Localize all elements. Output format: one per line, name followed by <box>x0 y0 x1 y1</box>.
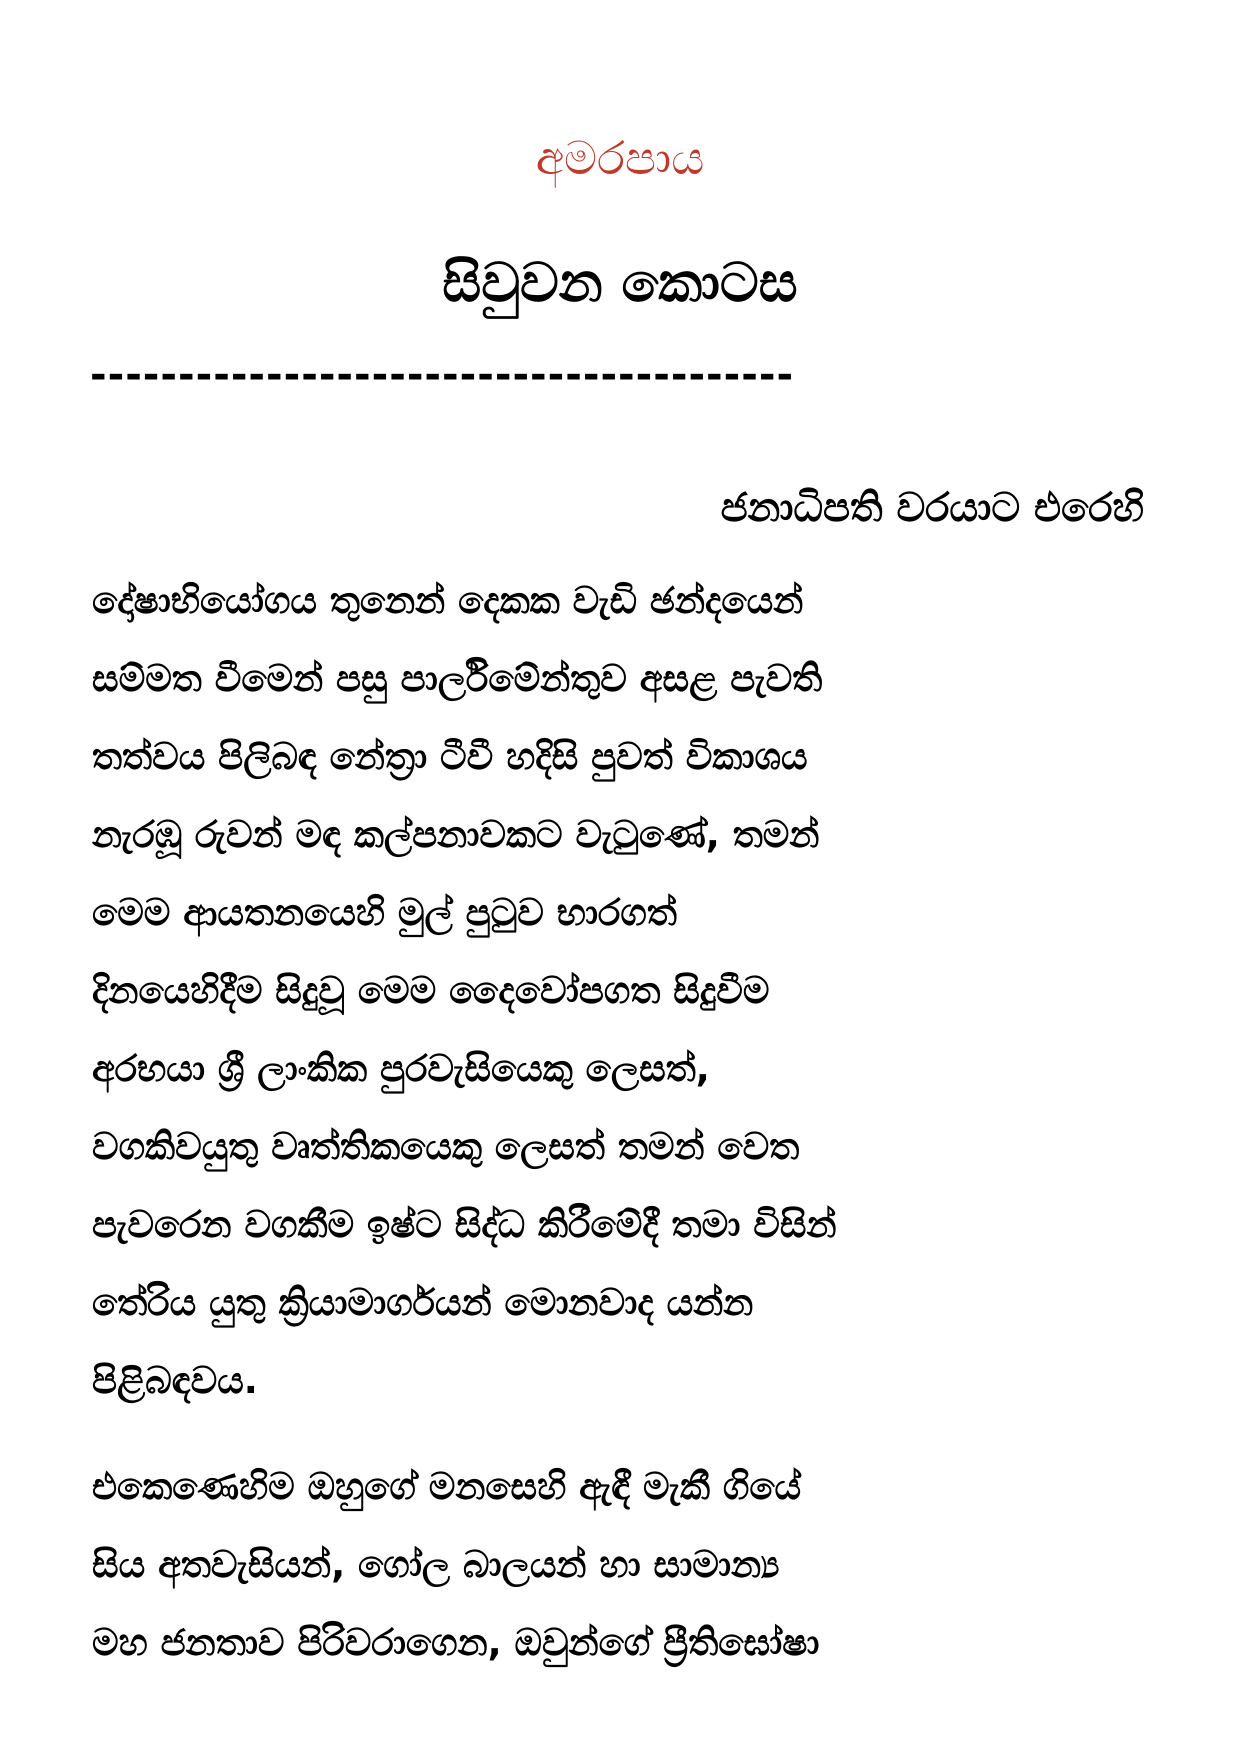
divider-line: ---------------------------------------- <box>90 352 795 398</box>
paragraph-line: පැවරෙන වගකීම ඉෂ්ට සිද්ධ කිරීමේදී තමා විසින් <box>92 1203 837 1246</box>
paragraph-line: තේරිය යුතු ක්‍රියාමාර්ගයන් මොනවාද යන්න <box>92 1281 754 1324</box>
paragraph-1 <box>92 562 1152 1420</box>
paragraph-line: වගකිවයුතු වෘත්තිකයෙකු ලෙසත් තමන් වෙත <box>92 1125 800 1168</box>
paragraph-line: අරභයා ශ්‍රී ලාංකික පුරවැසියෙකු ලෙසත්, <box>92 1047 710 1090</box>
paragraph-line: නැරඹූ රුවන් මඳ කල්පනාවකට වැටුණේ, තමන් <box>92 813 820 856</box>
section-heading: ජනාධිපති වරයාට එරෙහි <box>720 485 1144 531</box>
document-subtitle: සිවුවන කොටස <box>442 251 798 314</box>
paragraph-line: දිනයෙහිදීම සිදුවූ මෙම දෛවෝපගත සිදුවීම <box>92 969 770 1012</box>
paragraph-line: සම්මත වීමෙන් පසු පාර්ලිමේන්තුව අසළ පැවති <box>92 657 823 700</box>
paragraph-line: පිළිබඳවය. <box>92 1359 258 1402</box>
paragraph-line: මෙම ආයතනයෙහි මුල් පුටුව භාරගත් <box>92 891 677 934</box>
paragraph-line: තත්වය පිලිබඳ නේත්‍රා ටීවී හදිසි පුවත් විකාශය <box>92 735 808 778</box>
paragraph-line: එකෙණෙහිම ඔහුගේ මනසෙහි ඇඳී මැකී ගියේ <box>92 1465 802 1508</box>
paragraph-line: දෝෂාභියෝගය තුනෙන් දෙකක වැඩි ඡන්දයෙන් <box>92 579 804 622</box>
paragraph-line: මහ ජනතාව පිරිවරාගෙන, ඔවුන්ගේ ප්‍රීතිඝෝෂා <box>92 1621 820 1664</box>
document-title: අමරපාය <box>535 131 705 185</box>
paragraph-2 <box>92 1448 1152 1682</box>
paragraph-line: සිය අතවැසියන්, ගෝල බාලයන් හා සාමාන්‍ය <box>92 1543 780 1586</box>
